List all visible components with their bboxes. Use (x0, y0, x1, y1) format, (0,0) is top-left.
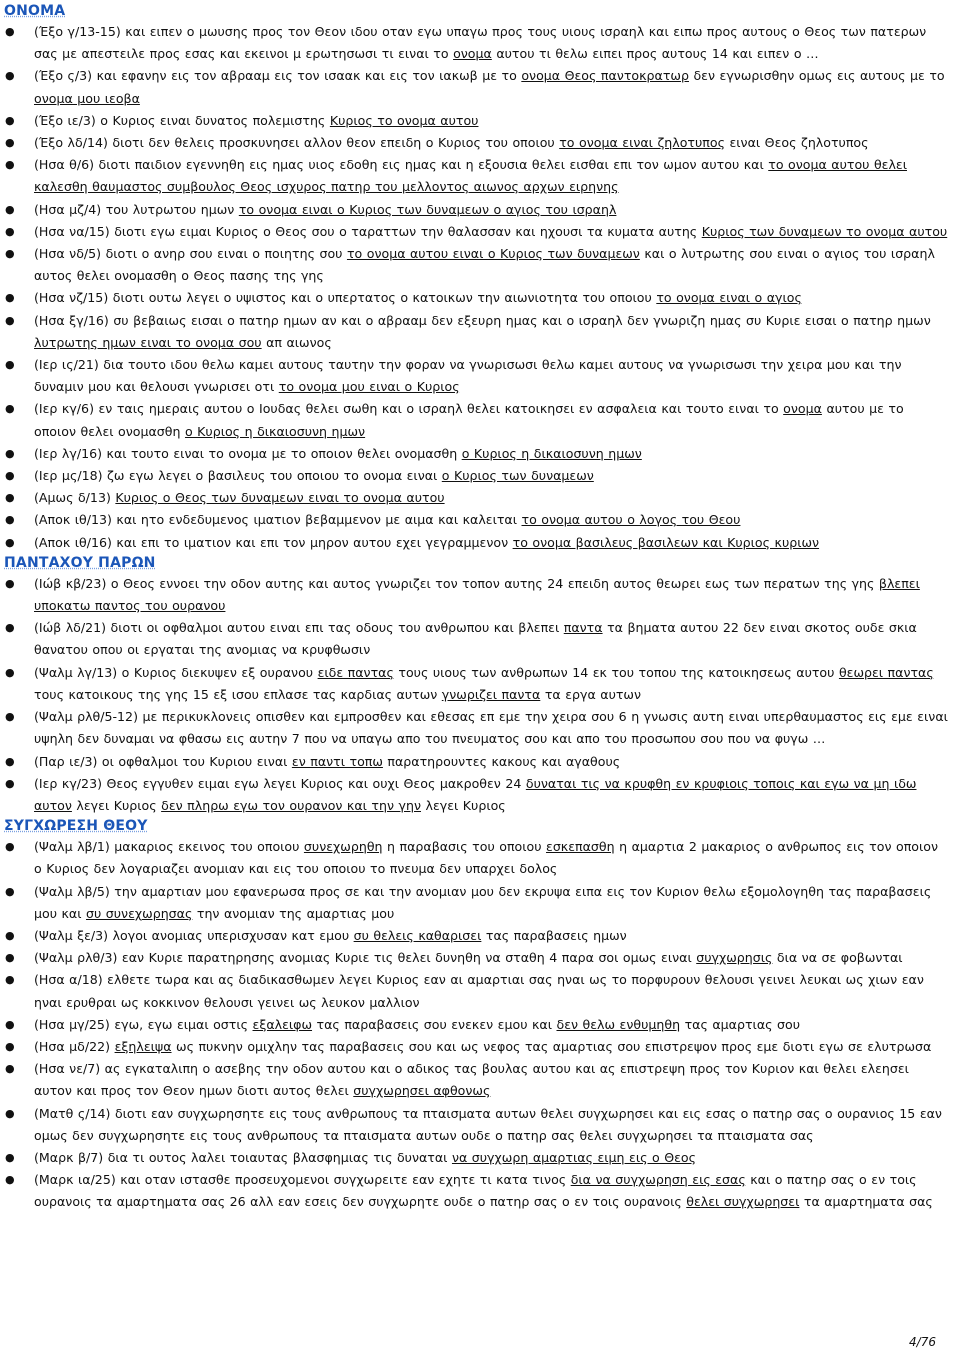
underlined-phrase: συ συνεχωρησας (86, 905, 193, 921)
verse-text: λεγει Κυριος (71, 797, 162, 813)
verse-item (4, 881, 948, 925)
bullet-icon (4, 881, 34, 903)
underlined-phrase: το ονομα βασιλευς βασιλεων και Κυριος κυριων (512, 534, 820, 550)
verse-text: ειναι Θεος ζηλοτυπος (724, 135, 869, 151)
verse-text: δεν εγνωρισθην ομως εις αυτους με το (688, 68, 945, 84)
verse-text: (Αμως δ/13) (34, 490, 116, 506)
underlined-phrase: λυτρωτης ημων ειναι το ονομα σου (34, 334, 262, 350)
underlined-phrase: εξαλειφω (252, 1016, 313, 1032)
verse-text: (Ησα α/18) ελθετε τωρα και ας διαδικασθωμεν λεγει Κυριος εαν αι αμαρτιαι σας ηναι ως το πορφυρουν θελουσι γεινει λευκαι ως χιων εαν ηναι ερυθραι ως κοκκινον θελουσι γεινει ως λευκον μαλλιον (34, 972, 924, 1010)
underlined-phrase: το ονομα ειναι ζηλοτυπος (559, 135, 725, 151)
bullet-icon (4, 706, 34, 728)
verse-item (4, 221, 948, 243)
verse-item (4, 1103, 948, 1147)
underlined-phrase: να συγχωρη αμαρτιας ειμη εις ο Θεος (451, 1149, 697, 1165)
bullet-icon (4, 287, 34, 309)
verse-item (4, 465, 948, 487)
underlined-phrase: Κυριος ο Θεος των δυναμεων ειναι το ονομα αυτου (115, 490, 445, 506)
verse-item (4, 773, 948, 817)
verse-item (4, 21, 948, 65)
underlined-phrase: το ονομα αυτου ο λογος του Θεου (521, 512, 741, 528)
bullet-icon (4, 1014, 34, 1036)
verse-text: (Ψαλμ ρλθ/3) εαν Κυριε παρατηρησης ανομιας Κυριε τις θελει δυνηθη να σταθη 4 παρα σοι ομως ειναι (34, 950, 697, 966)
verse-item (4, 132, 948, 154)
verse-text: (Ιερ κγ/23) Θεος εγγυθεν ειμαι εγω λεγει Κυριος και ουχι Θεος μακροθεν 24 (34, 775, 526, 791)
verse-text: (Ψαλμ ξε/3) λογοι ανομιας υπερισχυσαν κατ εμου (34, 927, 354, 943)
verse-item (4, 287, 948, 309)
underlined-phrase: συγχωρησει αφθονως (353, 1083, 491, 1099)
verse-item (4, 110, 948, 132)
verse-text: (Αποκ ιθ/16) και επι το ιματιον και επι τον μηρον αυτου εχει γεγραμμενον (34, 534, 513, 550)
underlined-phrase: ο Κυριος των δυναμεων (441, 468, 594, 484)
underlined-phrase: ονομα (783, 401, 822, 417)
verse-item (4, 969, 948, 1013)
bullet-icon (4, 925, 34, 947)
verse-list (4, 21, 948, 554)
verse-text: (Ησα νζ/15) διοτι ουτω λεγει ο υψιστος και ο υπερτατος ο κατοικων την αιωνιοτητα του οποιου (34, 290, 657, 306)
underlined-phrase: Κυριος των δυναμεων το ονομα αυτου (701, 223, 948, 239)
underlined-phrase: βλεπει υποκατω παντος του ουρανου (34, 575, 920, 614)
bullet-icon (4, 836, 34, 858)
verse-text: δια να σε φοβωνται (772, 950, 903, 966)
verse-text: (Έξο γ/13-15) και ειπεν ο μωυσης προς τον Θεον ιδου οταν εγω υπαγω προς τους υιους ισραηλ και ειπω προς αυτους ο Θεος των πατερων σας με απεστειλε προς εσας και εκεινοι μ ερωτησωσι τι ειναι το (34, 24, 927, 62)
verse-list (4, 836, 948, 1213)
verse-text: η παραβασις του οποιου (382, 839, 547, 855)
bullet-icon (4, 243, 34, 265)
verse-text: αυτου με το οποιον θελει ονομασθη (34, 401, 904, 439)
underlined-phrase: ο Κυριος η δικαιοσυνη ημων (184, 423, 366, 439)
verse-item (4, 354, 948, 398)
verse-text: (Ιερ μς/18) ζω εγω λεγει ο βασιλευς του οποιου το ονομα ειναι (34, 468, 442, 484)
verse-text: τας παραβασεις σου ενεκεν εμου και (312, 1016, 557, 1032)
verse-text: (Ησα μγ/25) εγω, εγω ειμαι οστις (34, 1016, 253, 1032)
verse-item (4, 310, 948, 354)
verse-item (4, 706, 948, 750)
verse-text: (Αποκ ιθ/13) και ητο ενδεδυμενος ιματιον βεβαμμενον με αιμα και καλειται (34, 512, 522, 528)
underlined-phrase: συγχωρησις (696, 950, 773, 966)
underlined-phrase: ειδε παντας (317, 664, 394, 680)
verse-text: και ο λυτρωτης σου ειναι ο αγιος του ισραηλ αυτος θελει ονομασθη ο Θεος πασης της γης (34, 246, 935, 284)
verse-text: η αμαρτια 2 μακαριος ο ανθρωπος εις τον οποιον ο Κυριος δεν λογαριαζει ανομιαν και εις του οποιου το πνευμα δεν υπαρχει δολος (34, 839, 939, 877)
verse-item (4, 1058, 948, 1102)
underlined-phrase: δεν πληρω εγω τον ουρανον και την γην (161, 797, 421, 813)
verse-text: λεγει Κυριος (421, 797, 506, 813)
verse-item (4, 947, 948, 969)
verse-text: (Ησα θ/6) διοτι παιδιον εγεννηθη εις ημας υιος εδοθη εις ημας και η εξουσια θελει εισθαι επι τον ωμον αυτου και (34, 157, 769, 173)
section-heading: ΟΝΟΜΑ (4, 3, 66, 19)
bullet-icon (4, 132, 34, 154)
verse-text: και ο πατηρ σας ο εν τοις ουρανοις τα αμαρτηματα σας 26 αλλ εαν εσεις δεν συγχωρητε ουδε ο πατηρ σας ο εν τοις ουρανοις (34, 1172, 917, 1210)
bullet-icon (4, 110, 34, 132)
underlined-phrase: θελει συγχωρησει (686, 1194, 800, 1210)
underlined-phrase: το ονομα ειναι ο αγιος (656, 290, 802, 306)
verse-text: απ αιωνος (261, 334, 332, 350)
page-number: 4/76 (909, 1335, 936, 1349)
underlined-phrase: δια να συγχωρηση εις εσας (570, 1172, 746, 1188)
verse-item (4, 751, 948, 773)
verse-item (4, 243, 948, 287)
bullet-icon (4, 354, 34, 376)
verse-item (4, 1036, 948, 1058)
bullet-icon (4, 617, 34, 639)
underlined-phrase: παντα (563, 620, 603, 636)
section-heading: ΠΑΝΤΑΧΟΥ ΠΑΡΩΝ (4, 554, 156, 571)
underlined-phrase: εξηλειψα (114, 1038, 172, 1054)
verse-item (4, 154, 948, 198)
verse-item (4, 509, 948, 531)
underlined-phrase: δυναται τις να κρυφθη εν κρυφιοις τοποις και εγω να μη ιδω αυτον (34, 775, 917, 813)
underlined-phrase: το ονομα ειναι ο Κυριος των δυναμεων ο αγιος του ισραηλ (238, 201, 617, 217)
verse-text: (Ψαλμ λβ/5) την αμαρτιαν μου εφανερωσα προς σε και την ανομιαν μου δεν εκρυψα ειπα εις τον Κυριον θελω εξομολογηθη τας παραβασεις μου και (34, 883, 932, 921)
underlined-phrase: ονομα (453, 46, 492, 62)
underlined-phrase: θεωρει παντας (838, 664, 934, 680)
bullet-icon (4, 969, 34, 991)
bullet-icon (4, 21, 34, 43)
verse-item (4, 1014, 948, 1036)
verse-text: (Ησα μζ/4) του λυτρωτου ημων (34, 201, 239, 217)
underlined-phrase: συνεχωρηθη (303, 839, 383, 855)
verse-item (4, 487, 948, 509)
underlined-phrase: γνωριζει παντα (441, 686, 541, 702)
bullet-icon (4, 1103, 34, 1125)
underlined-phrase: δεν θελω ενθυμηθη (556, 1016, 681, 1032)
bullet-icon (4, 398, 34, 420)
verse-text: (Ιερ λγ/16) και τουτο ειναι το ονομα με το οποιον θελει ονομασθη (34, 445, 462, 461)
underlined-phrase: το ονομα αυτου θελει καλεσθη θαυμαστος συμβουλος Θεος ισχυρος πατηρ του μελλοντος αιωνος αρχων ειρηνης (34, 157, 907, 195)
verse-item (4, 199, 948, 221)
verse-text: (Παρ ιε/3) οι οφθαλμοι του Κυριου ειναι (34, 753, 292, 769)
bullet-icon (4, 199, 34, 221)
verse-text: τας αμαρτιας σου (680, 1016, 800, 1032)
verse-text: τας παραβασεις ημων (481, 927, 627, 943)
verse-text: τα βηματα αυτου 22 δεν ειναι σκοτος ουδε σκια θανατου οπου οι εργαται της ανομιας να κρυφθωσιν (34, 620, 917, 658)
verse-item (4, 1147, 948, 1169)
verse-text: τους κατοικους της γης 15 εξ ισου επλασε τας καρδιας αυτων (34, 686, 442, 702)
bullet-icon (4, 947, 34, 969)
verse-item (4, 617, 948, 661)
verse-text: την ανομιαν της αμαρτιας μου (192, 905, 395, 921)
verse-item (4, 1169, 948, 1213)
bullet-icon (4, 532, 34, 554)
verse-text: παρατηρουντες κακους και αγαθους (382, 753, 621, 769)
bullet-icon (4, 773, 34, 795)
verse-text: τα αμαρτηματα σας (799, 1194, 933, 1210)
verse-item (4, 443, 948, 465)
bullet-icon (4, 1147, 34, 1169)
verse-text: τα εργα αυτων (540, 686, 642, 702)
verse-item (4, 532, 948, 554)
bullet-icon (4, 1036, 34, 1058)
underlined-phrase: το ονομα μου ειναι ο Κυριος (278, 379, 460, 395)
underlined-phrase: το ονομα αυτου ειναι ο Κυριος των δυναμεων (346, 246, 640, 262)
underlined-phrase: εσκεπασθη (546, 839, 615, 855)
bullet-icon (4, 662, 34, 684)
bullet-icon (4, 310, 34, 332)
verse-item (4, 398, 948, 442)
verse-item (4, 836, 948, 880)
verse-text: (Ψαλμ λβ/1) μακαριος εκεινος του οποιου (34, 839, 304, 855)
bullet-icon (4, 509, 34, 531)
verse-text: (Ψαλμ ρλθ/5-12) με περικυκλονεις οπισθεν και εμπροσθεν και εθεσας επ εμε την χειρα σου 6 η γνωσις αυτη ειναι υπερθαυμαστος εις εμε ειναι υψηλη δεν δυναμαι να φθασω εις αυτην 7 που να υπαγω απο του πνευματος σου και απο του προσωπου σου που να φυγω … (34, 709, 948, 747)
verse-item (4, 65, 948, 109)
verse-text: (Ησα μδ/22) (34, 1038, 115, 1054)
verse-text: (Ψαλμ λγ/13) ο Κυριος διεκυψεν εξ ουρανου (34, 664, 318, 680)
bullet-icon (4, 1058, 34, 1080)
verse-text: (Έξο ιε/3) ο Κυριος ειναι δυνατος πολεμιστης (34, 112, 330, 128)
verse-text: (Ματθ ς/14) διοτι εαν συγχωρησητε εις τους ανθρωπους τα πταισματα αυτων θελει συγχωρησει και εις εσας ο πατηρ σας ο ουρανιος 15 εαν ομως δεν συγχωρησητε εις τους ανθρωπους τα πταισματα αυτων ουδε ο πατηρ σας θελει συγχωρησει τα πταισματα σας (34, 1105, 942, 1143)
verse-text: τους υιους των ανθρωπων 14 εκ του τοπου της κατοικησεως αυτου (393, 664, 839, 680)
section-heading: ΣΥΓΧΩΡΕΣΗ ΘΕΟΥ (4, 818, 148, 835)
bullet-icon (4, 465, 34, 487)
verse-text: (Ιερ κγ/6) εν ταις ημεραις αυτου ο Ιουδας θελει σωθη και ο ισραηλ θελει κατοικησει εν ασφαλεια και τουτο ειναι το (34, 401, 784, 417)
bullet-icon (4, 221, 34, 243)
verse-item (4, 662, 948, 706)
verse-text: (Μαρκ ια/25) και οταν ιστασθε προσευχομενοι συγχωρειτε εαν εχητε τι κατα τινος (34, 1172, 571, 1188)
verse-text: (Έξο ς/3) και εφανην εις τον αβρααμ εις τον ισαακ και εις τον ιακωβ με το (34, 68, 522, 84)
bullet-icon (4, 751, 34, 773)
verse-text: (Ησα ξγ/16) συ βεβαιως εισαι ο πατηρ ημων αν και ο αβρααμ δεν εξευρη ημας και ο ισραηλ δεν γνωριζη ημας συ Κυριε εισαι ο πατηρ ημων (34, 312, 931, 328)
verse-text: (Έξο λδ/14) διοτι δεν θελεις προσκυνησει αλλον θεον επειδη ο Κυριος του οποιου (34, 135, 560, 151)
underlined-phrase: ονομα μου ιεοβα (34, 90, 140, 106)
verse-item (4, 573, 948, 617)
verse-text: (Ιώβ κβ/23) ο Θεος εννοει την οδον αυτης και αυτος γνωριζει τον τοπον αυτης 24 επειδη αυτος θεωρει εως των περατων της γης (34, 575, 879, 591)
verse-item (4, 925, 948, 947)
verse-text: (Ησα να/15) διοτι εγω ειμαι Κυριος ο Θεος σου ο ταραττων την θαλασσαν και ηχουσι τα κυματα αυτης (34, 223, 702, 239)
verse-list (4, 573, 948, 817)
bullet-icon (4, 487, 34, 509)
verse-text: (Ιώβ λδ/21) διοτι οι οφθαλμοι αυτου ειναι επι τας οδους του ανθρωπου και βλεπει (34, 620, 564, 636)
underlined-phrase: εν παντι τοπω (291, 753, 383, 769)
underlined-phrase: Κυριος το ονομα αυτου (329, 112, 479, 128)
verse-text: (Ησα νε/7) ας εγκαταλιπη ο ασεβης την οδον αυτου και ο αδικος τας βουλας αυτου και ας επιστρεψη προς τον Κυριον και θελει ελεησει αυτον και προς τον Θεον ημων διοτι αυτος θελει (34, 1061, 909, 1099)
verse-text: (Ιερ ις/21) δια τουτο ιδου θελω καμει αυτους ταυτην την φοραν να γνωρισωσι θελω καμει αυτους να γνωρισωσι την χειρα μου και την δυναμιν μου και θελουσι γνωρισει οτι (34, 357, 902, 395)
underlined-phrase: ο Κυριος η δικαιοσυνη ημων (461, 445, 642, 461)
verse-text: (Μαρκ β/7) δια τι ουτος λαλει τοιαυτας βλασφημιας τις δυναται (34, 1149, 452, 1165)
bullet-icon (4, 573, 34, 595)
bullet-icon (4, 65, 34, 87)
bullet-icon (4, 443, 34, 465)
underlined-phrase: ονομα Θεος παντοκρατωρ (521, 68, 689, 84)
verse-text: αυτου τι θελω ειπει προς αυτους 14 και ειπεν ο … (491, 46, 819, 62)
underlined-phrase: συ θελεις καθαρισει (353, 927, 482, 943)
bullet-icon (4, 154, 34, 176)
bullet-icon (4, 1169, 34, 1191)
verse-text: ως πυκνην ομιχλην τας παραβασεις σου και ως νεφος τας αμαρτιας σου επιστρεψον προς εμε διοτι εγω σε ελυτρωσα (171, 1038, 932, 1054)
verse-text: (Ησα νδ/5) διοτι ο ανηρ σου ειναι ο ποιητης σου (34, 246, 347, 262)
